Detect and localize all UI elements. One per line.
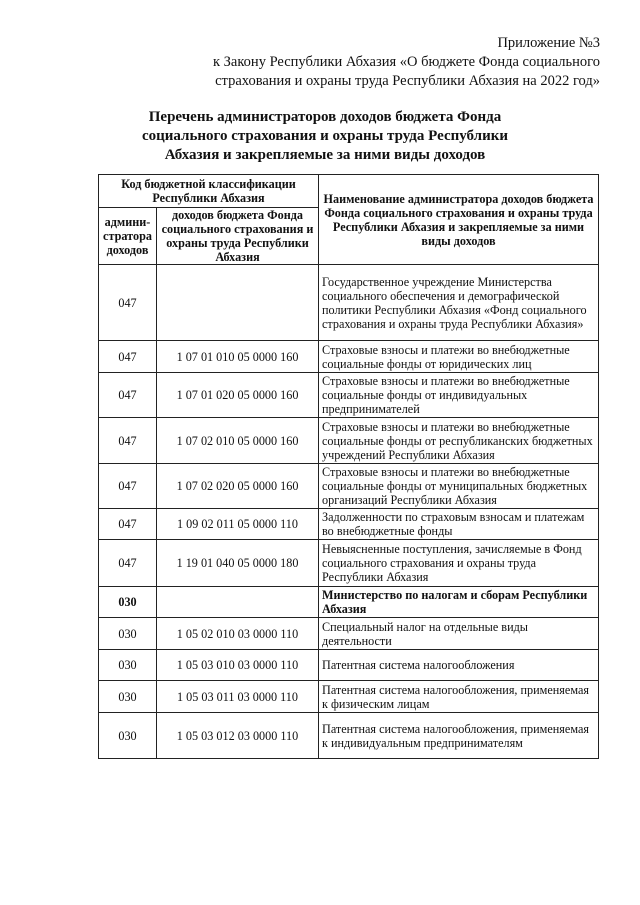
revenue-name-cell: Государственное учреждение Министерства социального обеспечения и демографической политики Республики Абхазия «Фонд социального страхования и охраны труда Республики Абхазия»	[319, 265, 599, 341]
appendix-number: Приложение №3	[497, 35, 600, 51]
revenue-code-cell: 1 05 03 012 03 0000 110	[157, 713, 319, 759]
administrator-name-header: Наименование администратора доходов бюджета Фонда социального страхования и охраны труда Республики Абхазия и закрепляемые за ними виды доходов	[319, 175, 599, 265]
table-header-row-1	[99, 175, 599, 208]
title-line-1: Перечень администраторов доходов бюджета Фонда	[148, 109, 502, 125]
revenue-code-cell: 1 05 03 011 03 0000 110	[157, 681, 319, 713]
administrator-code-cell: 047	[99, 540, 157, 587]
revenue-code-cell: 1 07 02 010 05 0000 160	[157, 418, 319, 464]
revenue-name-cell: Страховые взносы и платежи во внебюджетные социальные фонды от республиканских бюджетных учреждений Республики Абхазия	[319, 418, 599, 464]
revenue-name-cell: Страховые взносы и платежи во внебюджетные социальные фонды от индивидуальных предпринимателей	[319, 373, 599, 418]
revenue-code-cell: 1 19 01 040 05 0000 180	[157, 540, 319, 587]
table-row	[99, 713, 599, 759]
budget-classification-header: Код бюджетной классификации Республики Абхазия	[99, 175, 319, 208]
revenue-code-cell	[157, 265, 319, 341]
administrator-code-header: админи-стратора доходов	[99, 208, 157, 265]
revenue-code-cell: 1 07 01 020 05 0000 160	[157, 373, 319, 418]
table-row	[99, 650, 599, 681]
revenue-name-cell: Патентная система налогообложения, применяемая к физическим лицам	[319, 681, 599, 713]
table-body	[99, 265, 599, 759]
revenue-administrators-table	[98, 174, 599, 759]
revenue-code-header: доходов бюджета Фонда социального страхования и охраны труда Республики Абхазия	[157, 208, 319, 265]
administrator-code-cell: 047	[99, 341, 157, 373]
administrator-code-cell: 047	[99, 265, 157, 341]
document-title	[90, 108, 560, 165]
revenue-code-cell: 1 05 03 010 03 0000 110	[157, 650, 319, 681]
revenue-name-cell: Министерство по налогам и сборам Республики Абхазия	[319, 587, 599, 618]
revenue-name-cell: Страховые взносы и платежи во внебюджетные социальные фонды от юридических лиц	[319, 341, 599, 373]
administrator-code-cell: 030	[99, 713, 157, 759]
appendix-header	[160, 34, 600, 91]
table-row	[99, 540, 599, 587]
revenue-code-cell: 1 07 02 020 05 0000 160	[157, 464, 319, 509]
administrator-code-cell: 047	[99, 509, 157, 540]
administrator-code-cell: 047	[99, 464, 157, 509]
table-row	[99, 373, 599, 418]
table-row	[99, 509, 599, 540]
revenue-code-cell	[157, 587, 319, 618]
title-line-2: социального страхования и охраны труда Республики	[141, 128, 509, 144]
administrator-code-cell: 030	[99, 650, 157, 681]
appendix-law-line-1: к Закону Республики Абхазия «О бюджете Фонда социального	[213, 54, 600, 70]
administrator-code-cell: 030	[99, 587, 157, 618]
revenue-code-cell: 1 07 01 010 05 0000 160	[157, 341, 319, 373]
table-row	[99, 681, 599, 713]
appendix-law-line-2: страхования и охраны труда Республики Абхазия на 2022 год»	[215, 73, 600, 89]
revenue-code-cell: 1 09 02 011 05 0000 110	[157, 509, 319, 540]
administrator-code-cell: 030	[99, 681, 157, 713]
revenue-name-cell: Задолженности по страховым взносам и платежам во внебюджетные фонды	[319, 509, 599, 540]
revenue-name-cell: Патентная система налогообложения	[319, 650, 599, 681]
table-row	[99, 418, 599, 464]
title-line-3: Абхазия и закрепляемые за ними виды доходов	[164, 147, 486, 163]
table-row	[99, 341, 599, 373]
revenue-name-cell: Специальный налог на отдельные виды деятельности	[319, 618, 599, 650]
administrator-code-cell: 047	[99, 418, 157, 464]
table-row	[99, 464, 599, 509]
administrator-code-cell: 047	[99, 373, 157, 418]
table-row	[99, 618, 599, 650]
table-row	[99, 587, 599, 618]
revenue-code-cell: 1 05 02 010 03 0000 110	[157, 618, 319, 650]
administrator-code-cell: 030	[99, 618, 157, 650]
table-row	[99, 265, 599, 341]
revenue-name-cell: Патентная система налогообложения, применяемая к индивидуальным предпринимателям	[319, 713, 599, 759]
revenue-name-cell: Невыясненные поступления, зачисляемые в Фонд социального страхования и охраны труда Республики Абхазия	[319, 540, 599, 587]
revenue-name-cell: Страховые взносы и платежи во внебюджетные социальные фонды от муниципальных бюджетных организаций Республики Абхазия	[319, 464, 599, 509]
